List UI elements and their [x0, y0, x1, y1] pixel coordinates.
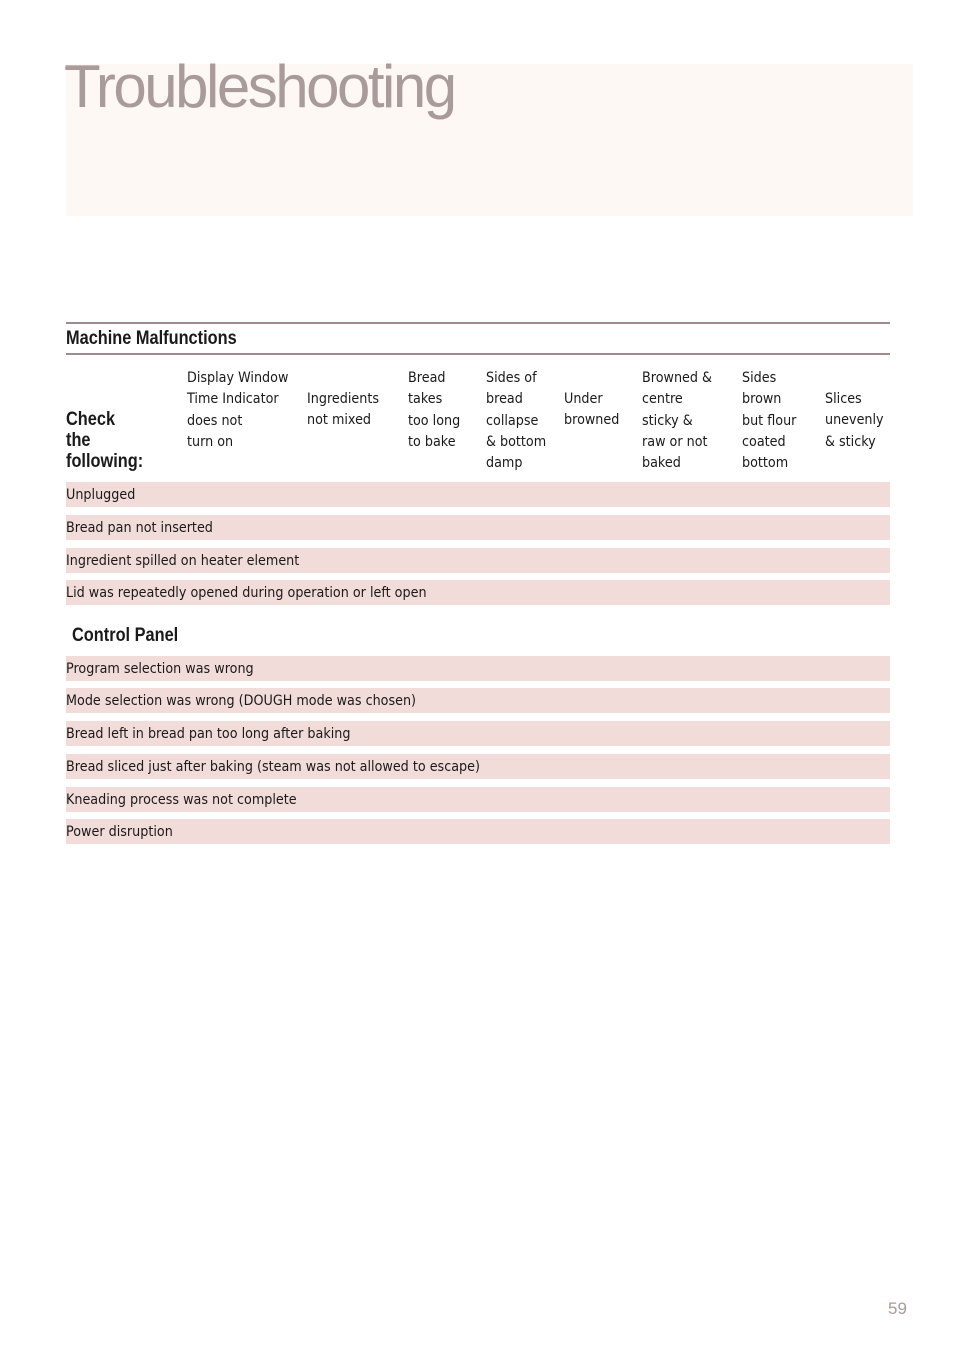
table-row	[66, 721, 890, 746]
row-label-power-disruption: Power disruption	[66, 824, 173, 840]
row-label-kneading-incomplete: Kneading process was not complete	[66, 792, 297, 808]
column-header-bread-takes-too-long: Bread takes too long to bake	[408, 370, 461, 450]
table-row	[66, 656, 890, 681]
machine-malfunctions-heading: Machine Malfunctions	[66, 328, 237, 349]
row-label-program-selection: Program selection was wrong	[66, 661, 254, 677]
table-row	[66, 787, 890, 812]
row-label-bread-left-in-pan: Bread left in bread pan too long after baking	[66, 726, 351, 742]
row-label-unplugged: Unplugged	[66, 487, 136, 503]
table-row	[66, 515, 890, 540]
row-label-lid-opened: Lid was repeatedly opened during operation or left open	[66, 585, 427, 601]
column-header-slices-unevenly: Slices unevenly & sticky	[825, 391, 884, 450]
column-header-sides-collapse: Sides of bread collapse & bottom damp	[486, 370, 547, 472]
table-row	[66, 819, 890, 844]
row-label-ingredient-spilled: Ingredient spilled on heater element	[66, 553, 300, 569]
section-bottom-rule	[66, 353, 890, 355]
page-title: Troubleshooting	[64, 53, 455, 120]
control-panel-heading: Control Panel	[72, 625, 179, 646]
row-label-bread-pan-not-inserted: Bread pan not inserted	[66, 520, 213, 536]
row-label-bread-sliced-early: Bread sliced just after baking (steam was not allowed to escape)	[66, 759, 480, 775]
column-header-display-window: Display Window Time Indicator does not turn on	[187, 370, 289, 450]
column-header-sides-brown: Sides brown but flour coated bottom	[742, 370, 797, 472]
table-row	[66, 548, 890, 573]
section-top-rule	[66, 322, 890, 324]
table-row	[66, 688, 890, 713]
check-the-following-label: Check the following:	[66, 409, 144, 472]
column-header-under-browned: Under browned	[564, 391, 620, 429]
table-row	[66, 754, 890, 779]
table-row	[66, 580, 890, 605]
page-number: 59	[888, 1299, 907, 1318]
column-header-browned-centre-sticky: Browned & centre sticky & raw or not baked	[642, 370, 713, 472]
column-header-ingredients-not-mixed: Ingredients not mixed	[307, 391, 380, 429]
row-label-mode-selection: Mode selection was wrong (DOUGH mode was chosen)	[66, 693, 417, 709]
table-row	[66, 482, 890, 507]
